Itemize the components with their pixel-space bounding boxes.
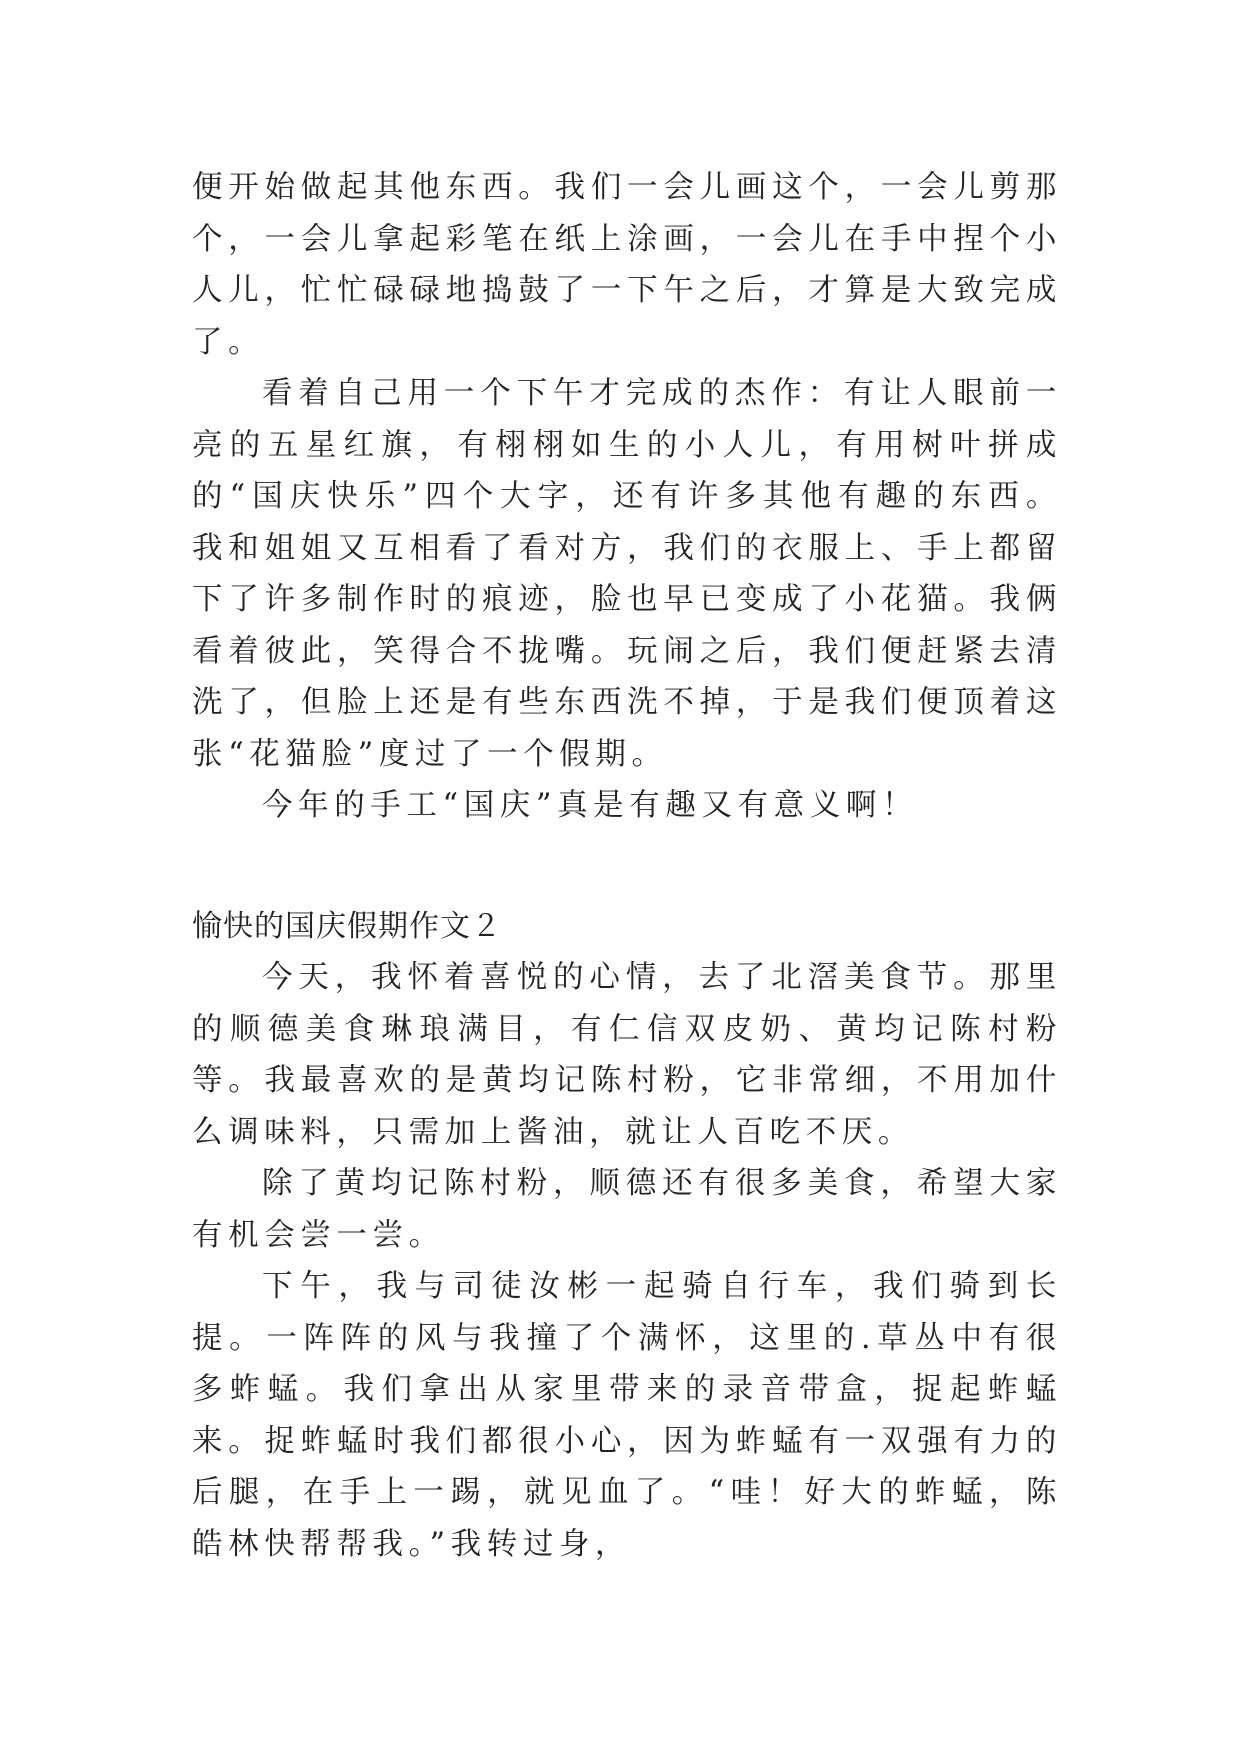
paragraph-continued: 便开始做起其他东西。我们一会儿画这个，一会儿剪那个，一会儿拿起彩笔在纸上涂画，一会儿在手中捏个小人儿，忙忙碌碌地捣鼓了一下午之后，才算是大致完成了。 [192,170,1062,360]
paragraph-grasshoppers: 下午，我与司徒汝彬一起骑自行车，我们骑到长提。一阵阵的风与我撞了个满怀，这里的.草丛中有很多蚱蜢。我们拿出从家里带来的录音带盒，捉起蚱蜢来。捉蚱蜢时我们都很小心，因为蚱蜢有一双强有力的后腿，在手上一踢，就见血了。“哇！好大的蚱蜢，陈皓林快帮帮我。”我转过身， [192,1269,1062,1562]
document-page [192,162,1062,1570]
section-spacer [192,832,1062,901]
paragraph-conclusion: 今年的手工“国庆”真是有趣又有意义啊！ [262,788,919,823]
paragraph-food-festival: 今天，我怀着喜悦的心情，去了北滘美食节。那里的顺德美食琳琅满目，有仁信双皮奶、黄均记陈村粉等。我最喜欢的是黄均记陈村粉，它非常细，不用加什么调味料，只需加上酱油，就让人百吃不厌。 [192,960,1062,1150]
paragraph-masterpiece: 看着自己用一个下午才完成的杰作：有让人眼前一亮的五星红旗，有栩栩如生的小人儿，有用树叶拼成的“国庆快乐”四个大字，还有许多其他有趣的东西。我和姐姐又互相看了看对方，我们的衣服上、手上都留下了许多制作时的痕迹，脸也早已变成了小花猫。我俩看着彼此，笑得合不拢嘴。玩闹之后，我们便赶紧去清洗了，但脸上还是有些东西洗不掉，于是我们便顶着这张“花猫脸”度过了一个假期。 [192,376,1062,772]
paragraph-more-food: 除了黄均记陈村粉，顺德还有很多美食，希望大家有机会尝一尝。 [192,1166,1062,1253]
essay-title: 愉快的国庆假期作文２ [192,908,502,944]
